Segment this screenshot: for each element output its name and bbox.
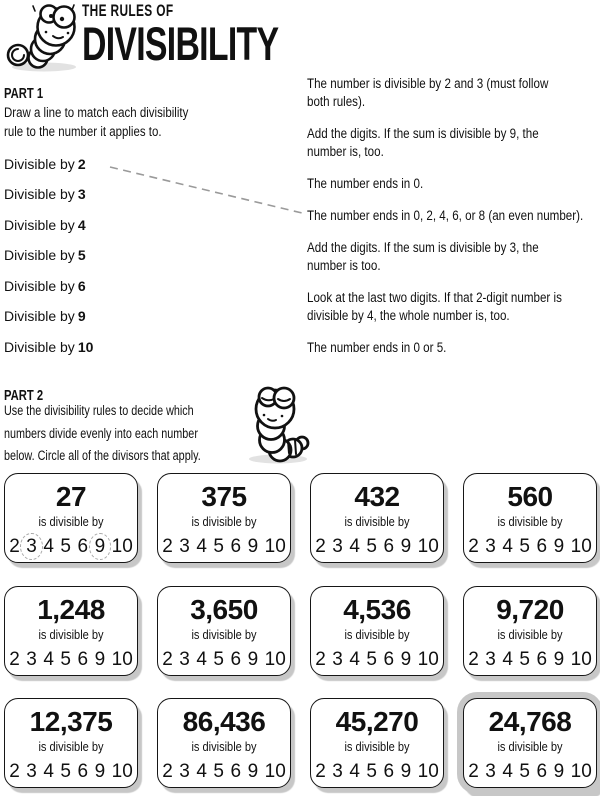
rule-line: The number ends in 0, 2, 4, 6, or 8 (an even number). — [307, 208, 584, 223]
divisor-9[interactable]: 9 — [400, 648, 412, 670]
rule-item[interactable] — [307, 339, 600, 357]
rule-line: The number ends in 0. — [307, 176, 424, 191]
match-list — [4, 156, 93, 369]
divisor-4[interactable]: 4 — [349, 536, 360, 557]
divisor-2[interactable]: 2 — [468, 536, 479, 557]
divisor-4[interactable]: 4 — [43, 761, 54, 782]
instruction-line: Draw a line to match each divisibility — [4, 105, 189, 120]
divisor-3[interactable]: 3 — [179, 648, 190, 670]
divisor-4[interactable]: 4 — [196, 648, 207, 670]
divisor-10[interactable]: 10 — [417, 648, 439, 670]
divisor-2[interactable]: 2 — [315, 761, 326, 782]
rule-line: both rules). — [307, 94, 366, 109]
divisor-4[interactable]: 4 — [196, 761, 207, 782]
divisor-6[interactable]: 6 — [230, 761, 242, 782]
rule-item[interactable] — [307, 239, 600, 275]
rule-line: Add the digits. If the sum is divisible by 9, the — [307, 126, 539, 141]
divisor-row — [464, 761, 596, 783]
divisor-10[interactable]: 10 — [417, 761, 439, 782]
divisor-row — [311, 761, 443, 783]
divisor-2[interactable]: 2 — [162, 761, 173, 782]
divisor-5[interactable]: 5 — [366, 536, 377, 557]
match-item-prefix: Divisible by — [4, 216, 75, 233]
divisor-6[interactable]: 6 — [536, 536, 548, 557]
match-item[interactable] — [4, 217, 93, 247]
divisor-3[interactable]: 3 — [26, 761, 37, 782]
match-item-number: 2 — [77, 156, 86, 172]
divisor-2[interactable]: 2 — [162, 648, 173, 670]
card-label: is divisible by — [38, 514, 104, 529]
match-item-prefix: Divisible by — [4, 156, 75, 172]
divisor-4[interactable]: 4 — [43, 536, 54, 557]
divisor-4[interactable]: 4 — [349, 648, 360, 670]
card-number: 1,248 — [37, 593, 105, 625]
divisor-2[interactable]: 2 — [468, 761, 479, 782]
number-card — [157, 473, 291, 563]
match-item[interactable] — [4, 247, 93, 277]
divisor-6[interactable]: 6 — [77, 648, 89, 670]
divisor-4[interactable]: 4 — [502, 648, 513, 670]
divisor-3[interactable]: 3 — [179, 761, 190, 782]
divisor-2[interactable]: 2 — [315, 536, 326, 557]
card-number: 4,536 — [343, 593, 411, 625]
card-number: 560 — [507, 481, 553, 512]
rules-list — [307, 75, 600, 371]
divisor-10[interactable]: 10 — [570, 761, 592, 782]
part1-heading: PART 1 — [4, 85, 44, 102]
match-item-number: 10 — [77, 338, 94, 355]
divisor-3[interactable]: 3 — [332, 648, 343, 670]
rule-item[interactable] — [307, 75, 600, 111]
card-number: 432 — [354, 481, 400, 512]
divisor-9[interactable]: 9 — [400, 761, 412, 782]
match-item-number: 5 — [77, 247, 86, 264]
divisor-9[interactable]: 9 — [94, 761, 106, 782]
card-label: is divisible by — [497, 514, 563, 529]
match-item-number: 4 — [77, 216, 86, 233]
rule-item[interactable] — [307, 175, 600, 193]
worm-icon — [2, 2, 82, 74]
card-label: is divisible by — [344, 739, 410, 754]
divisor-5[interactable]: 5 — [519, 648, 530, 670]
divisor-4[interactable]: 4 — [502, 536, 513, 557]
number-card — [310, 473, 444, 563]
divisor-6[interactable]: 6 — [77, 536, 89, 557]
match-item-prefix: Divisible by — [4, 186, 75, 203]
divisor-5[interactable]: 5 — [213, 648, 224, 670]
rule-item[interactable] — [307, 207, 600, 225]
part2-heading: PART 2 — [4, 387, 44, 404]
divisor-10[interactable]: 10 — [111, 761, 133, 782]
divisor-3[interactable]: 3 — [485, 761, 496, 782]
rule-line: The number ends in 0 or 5. — [307, 340, 447, 355]
match-item[interactable] — [4, 186, 93, 216]
divisor-6[interactable]: 6 — [383, 761, 395, 782]
rule-line: Add the digits. If the sum is divisible by 3, the — [307, 240, 539, 255]
number-card — [4, 473, 138, 563]
divisor-10[interactable]: 10 — [417, 536, 439, 557]
rule-line: The number is divisible by 2 and 3 (must follow — [307, 76, 549, 91]
divisor-2[interactable]: 2 — [9, 536, 20, 557]
match-item-number: 9 — [77, 308, 86, 325]
divisor-row — [464, 536, 596, 558]
divisor-4[interactable]: 4 — [196, 536, 207, 557]
card-label: is divisible by — [191, 626, 257, 642]
number-card — [4, 698, 138, 788]
card-number: 3,650 — [190, 593, 258, 625]
divisor-5[interactable]: 5 — [519, 536, 530, 557]
divisor-3[interactable]: 3 — [485, 536, 496, 557]
instruction-line: Use the divisibility rules to decide which — [4, 403, 194, 418]
card-number: 27 — [55, 481, 87, 512]
card-number: 45,270 — [335, 706, 419, 737]
divisor-row — [158, 536, 290, 558]
match-item-number: 6 — [77, 277, 86, 294]
match-item-prefix: Divisible by — [4, 277, 75, 294]
card-number: 12,375 — [29, 706, 113, 737]
match-item[interactable] — [4, 339, 93, 369]
divisor-3[interactable]: 3 — [332, 761, 343, 782]
divisor-9[interactable]: 9 — [94, 536, 106, 557]
divisor-5[interactable]: 5 — [213, 536, 224, 557]
match-item-number: 3 — [77, 186, 86, 203]
rule-item[interactable] — [307, 289, 600, 325]
divisor-10[interactable]: 10 — [570, 648, 592, 670]
card-label: is divisible by — [344, 514, 410, 529]
divisor-5[interactable]: 5 — [213, 761, 224, 782]
card-label: is divisible by — [191, 739, 257, 754]
worm-icon — [240, 386, 316, 466]
card-label: is divisible by — [497, 739, 563, 754]
divisor-9[interactable]: 9 — [553, 648, 565, 670]
divisor-row — [464, 649, 596, 671]
divisor-6[interactable]: 6 — [383, 536, 395, 557]
number-card — [4, 586, 138, 676]
divisor-10[interactable]: 10 — [264, 536, 286, 557]
divisor-2[interactable]: 2 — [468, 648, 479, 670]
divisor-6[interactable]: 6 — [230, 648, 242, 670]
divisor-4[interactable]: 4 — [349, 761, 360, 782]
divisor-9[interactable]: 9 — [553, 761, 565, 782]
number-card — [157, 698, 291, 788]
divisor-9[interactable]: 9 — [553, 536, 565, 557]
title-eyebrow: THE RULES OF — [82, 1, 174, 20]
card-number: 86,436 — [182, 706, 266, 737]
cards-grid — [4, 473, 597, 788]
divisor-2[interactable]: 2 — [9, 648, 20, 670]
card-label: is divisible by — [38, 739, 104, 754]
number-card — [463, 586, 597, 676]
match-item[interactable] — [4, 156, 93, 186]
divisor-10[interactable]: 10 — [264, 648, 286, 670]
divisor-6[interactable]: 6 — [536, 761, 548, 782]
divisor-9[interactable]: 9 — [247, 648, 259, 670]
number-card — [310, 698, 444, 788]
card-number: 9,720 — [496, 593, 564, 625]
divisor-row — [311, 649, 443, 671]
divisor-10[interactable]: 10 — [111, 648, 133, 670]
divisor-row — [5, 536, 137, 558]
part1-instructions — [4, 104, 221, 141]
divisor-5[interactable]: 5 — [60, 536, 71, 557]
divisor-6[interactable]: 6 — [536, 648, 548, 670]
divisor-9[interactable]: 9 — [247, 536, 259, 557]
divisor-6[interactable]: 6 — [77, 761, 89, 782]
instruction-line: rule to the number it applies to. — [4, 123, 162, 139]
rule-line: number is too. — [307, 258, 381, 273]
divisor-9[interactable]: 9 — [400, 536, 412, 557]
divisor-row — [311, 536, 443, 558]
rule-line: Look at the last two digits. If that 2-digit number is — [307, 290, 562, 305]
divisor-6[interactable]: 6 — [383, 648, 395, 670]
divisor-row — [5, 649, 137, 671]
divisor-5[interactable]: 5 — [519, 761, 530, 782]
card-number: 375 — [201, 481, 247, 512]
divisor-3[interactable]: 3 — [26, 536, 37, 557]
divisor-row — [158, 761, 290, 783]
match-item[interactable] — [4, 308, 93, 338]
part2-instructions — [4, 400, 250, 468]
divisor-2[interactable]: 2 — [315, 648, 326, 670]
instruction-line: numbers divide evenly into each number — [4, 425, 198, 441]
divisor-4[interactable]: 4 — [43, 648, 54, 670]
number-card — [157, 586, 291, 676]
divisor-3[interactable]: 3 — [179, 536, 190, 557]
match-item[interactable] — [4, 278, 93, 308]
rule-item[interactable] — [307, 125, 600, 161]
divisor-3[interactable]: 3 — [26, 648, 37, 670]
divisor-row — [158, 649, 290, 671]
page-title — [82, 1, 355, 70]
divisor-10[interactable]: 10 — [570, 536, 592, 557]
divisor-3[interactable]: 3 — [485, 648, 496, 670]
divisor-9[interactable]: 9 — [247, 761, 259, 782]
divisor-6[interactable]: 6 — [230, 536, 242, 557]
title-main: DIVISIBILITY — [82, 17, 279, 70]
number-card — [463, 473, 597, 563]
card-label: is divisible by — [344, 626, 410, 642]
number-card — [463, 698, 597, 788]
rule-line: divisible by 4, the whole number is, too. — [307, 308, 510, 323]
match-item-prefix: Divisible by — [4, 247, 75, 264]
divisor-2[interactable]: 2 — [162, 536, 173, 557]
divisor-4[interactable]: 4 — [502, 761, 513, 782]
card-label: is divisible by — [38, 626, 104, 642]
divisor-10[interactable]: 10 — [264, 761, 286, 782]
divisor-3[interactable]: 3 — [332, 536, 343, 557]
rule-line: number is, too. — [307, 144, 384, 159]
divisor-5[interactable]: 5 — [60, 761, 71, 782]
card-label: is divisible by — [497, 626, 563, 642]
divisor-row — [5, 761, 137, 783]
divisor-5[interactable]: 5 — [60, 648, 71, 670]
card-label: is divisible by — [191, 514, 257, 529]
divisor-5[interactable]: 5 — [366, 648, 377, 670]
divisor-5[interactable]: 5 — [366, 761, 377, 782]
card-number: 24,768 — [488, 706, 572, 737]
divisor-10[interactable]: 10 — [111, 536, 133, 557]
instruction-line: below. Circle all of the divisors that apply. — [4, 448, 201, 464]
match-item-prefix: Divisible by — [4, 338, 75, 355]
divisor-9[interactable]: 9 — [94, 648, 106, 670]
divisor-2[interactable]: 2 — [9, 761, 20, 782]
number-card — [310, 586, 444, 676]
match-item-prefix: Divisible by — [4, 308, 75, 325]
